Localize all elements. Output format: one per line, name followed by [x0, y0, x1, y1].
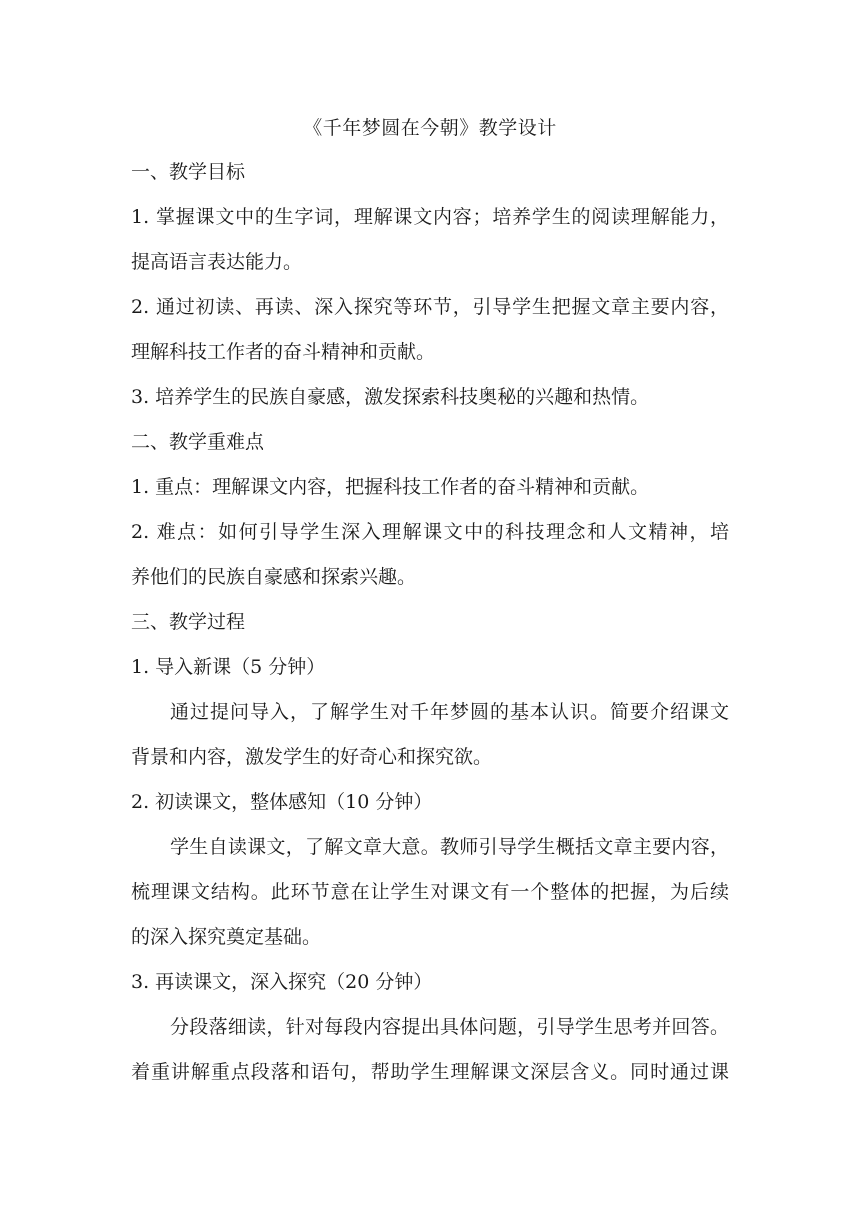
difficulty-line-2: 养他们的民族自豪感和探索兴趣。	[131, 566, 417, 588]
objective-2-line-2: 理解科技工作者的奋斗精神和贡献。	[131, 341, 436, 363]
process-step-2-heading: 2. 初读课文，整体感知（10 分钟）	[131, 791, 433, 813]
process-step-3-paragraph-line-2: 着重讲解重点段落和语句，帮助学生理解课文深层含义。同时通过课	[131, 1061, 729, 1083]
objective-1-line-2: 提高语言表达能力。	[131, 251, 303, 273]
section-heading-key-points: 二、教学重难点	[131, 431, 265, 453]
process-step-2-paragraph-line-3: 的深入探究奠定基础。	[131, 926, 322, 948]
objective-2-line-1: 2. 通过初读、再读、深入探究等环节，引导学生把握文章主要内容，	[131, 296, 729, 318]
objective-1-line-1: 1. 掌握课文中的生字词，理解课文内容；培养学生的阅读理解能力，	[131, 206, 729, 228]
process-step-1-heading: 1. 导入新课（5 分钟）	[131, 656, 326, 678]
difficulty-line-1: 2. 难点：如何引导学生深入理解课文中的科技理念和人文精神，培	[131, 521, 729, 543]
process-step-2-paragraph-line-2: 梳理课文结构。此环节意在让学生对课文有一个整体的把握，为后续	[131, 881, 729, 903]
process-step-1-paragraph-line-1: 通过提问导入，了解学生对千年梦圆的基本认识。简要介绍课文	[170, 701, 729, 723]
process-step-2-paragraph-line-1: 学生自读课文，了解文章大意。教师引导学生概括文章主要内容，	[170, 836, 729, 858]
key-point-line: 1. 重点：理解课文内容，把握科技工作者的奋斗精神和贡献。	[131, 476, 650, 498]
objective-3-line: 3. 培养学生的民族自豪感，激发探索科技奥秘的兴趣和热情。	[131, 386, 650, 408]
process-step-3-heading: 3. 再读课文，深入探究（20 分钟）	[131, 971, 433, 993]
process-step-3-paragraph-line-1: 分段落细读，针对每段内容提出具体问题，引导学生思考并回答。	[170, 1016, 729, 1038]
section-heading-process: 三、教学过程	[131, 611, 246, 633]
section-heading-objectives: 一、教学目标	[131, 161, 246, 183]
process-step-1-paragraph-line-2: 背景和内容，激发学生的好奇心和探究欲。	[131, 746, 493, 768]
document-title: 《千年梦圆在今朝》教学设计	[303, 117, 557, 139]
